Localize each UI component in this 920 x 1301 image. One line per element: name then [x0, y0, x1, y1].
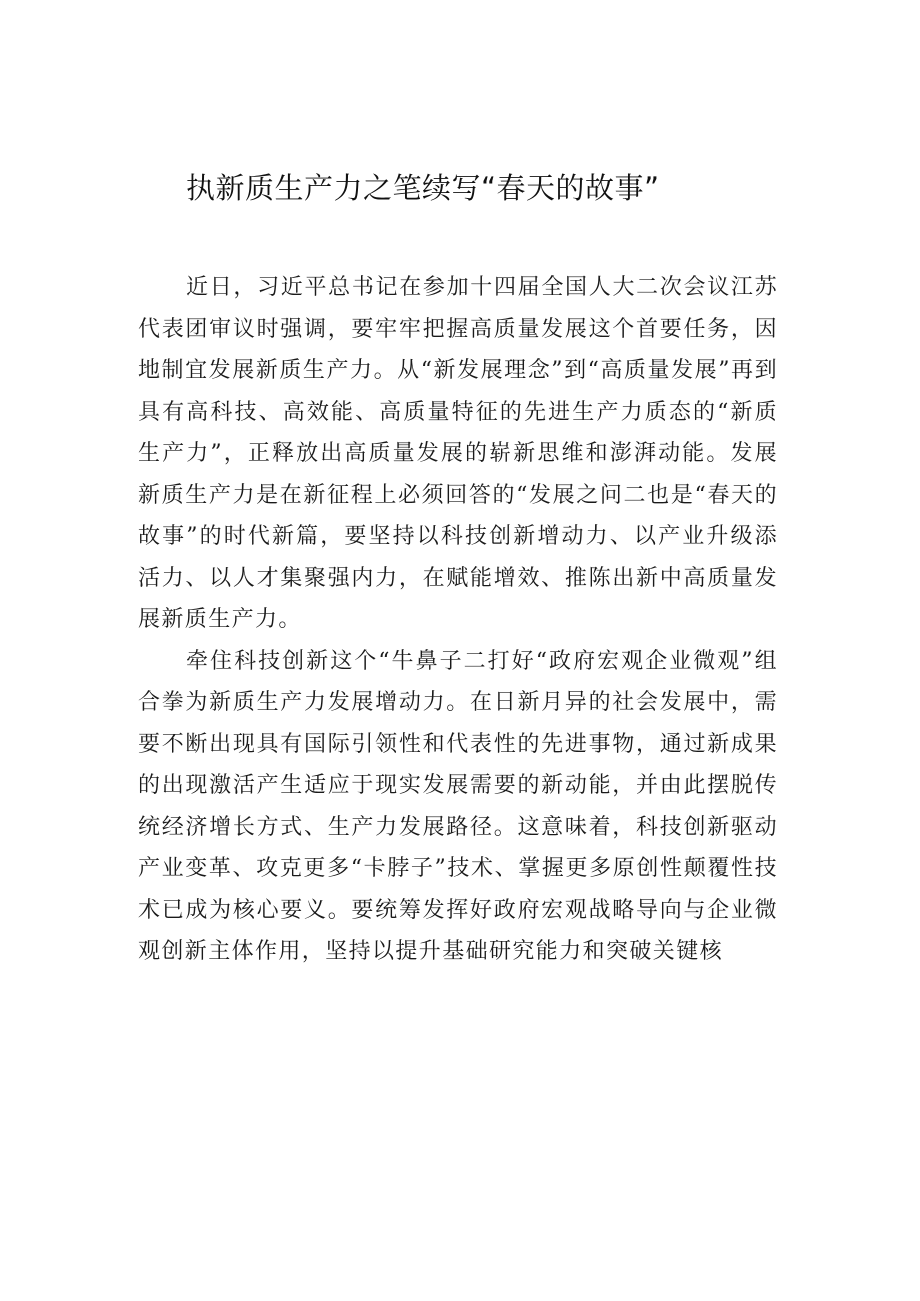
- document-body: [138, 267, 778, 973]
- document-title: 执新质生产力之笔续写“春天的故事”: [186, 171, 660, 205]
- paragraph-1: 近日，习近平总书记在参加十四届全国人大二次会议江苏代表团审议时强调，要牢牢把握高质量发展这个首要任务，因地制宜发展新质生产力。从“新发展理念”到“高质量发展”再到具有高科技、高效能、高质量特征的先进生产力质态的“新质生产力”，正释放出高质量发展的崭新思维和澎湃动能。发展新质生产力是在新征程上必须回答的“发展之问二也是“春天的故事”的时代新篇，要坚持以科技创新增动力、以产业升级添活力、以人才集聚强内力，在赋能增效、推陈出新中高质量发展新质生产力。: [138, 275, 778, 632]
- paragraph-2: 牵住科技创新这个“牛鼻子二打好“政府宏观企业微观”组合拳为新质生产力发展增动力。在日新月异的社会发展中，需要不断出现具有国际引领性和代表性的先进事物，通过新成果的出现激活产生适应于现实发展需要的新动能，并由此摆脱传统经济增长方式、生产力发展路径。这意味着，科技创新驱动产业变革、攻克更多“卡脖子”技术、掌握更多原创性颠覆性技术已成为核心要义。要统筹发挥好政府宏观战略导向与企业微观创新主体作用，坚持以提升基础研究能力和突破关键核: [138, 648, 778, 964]
